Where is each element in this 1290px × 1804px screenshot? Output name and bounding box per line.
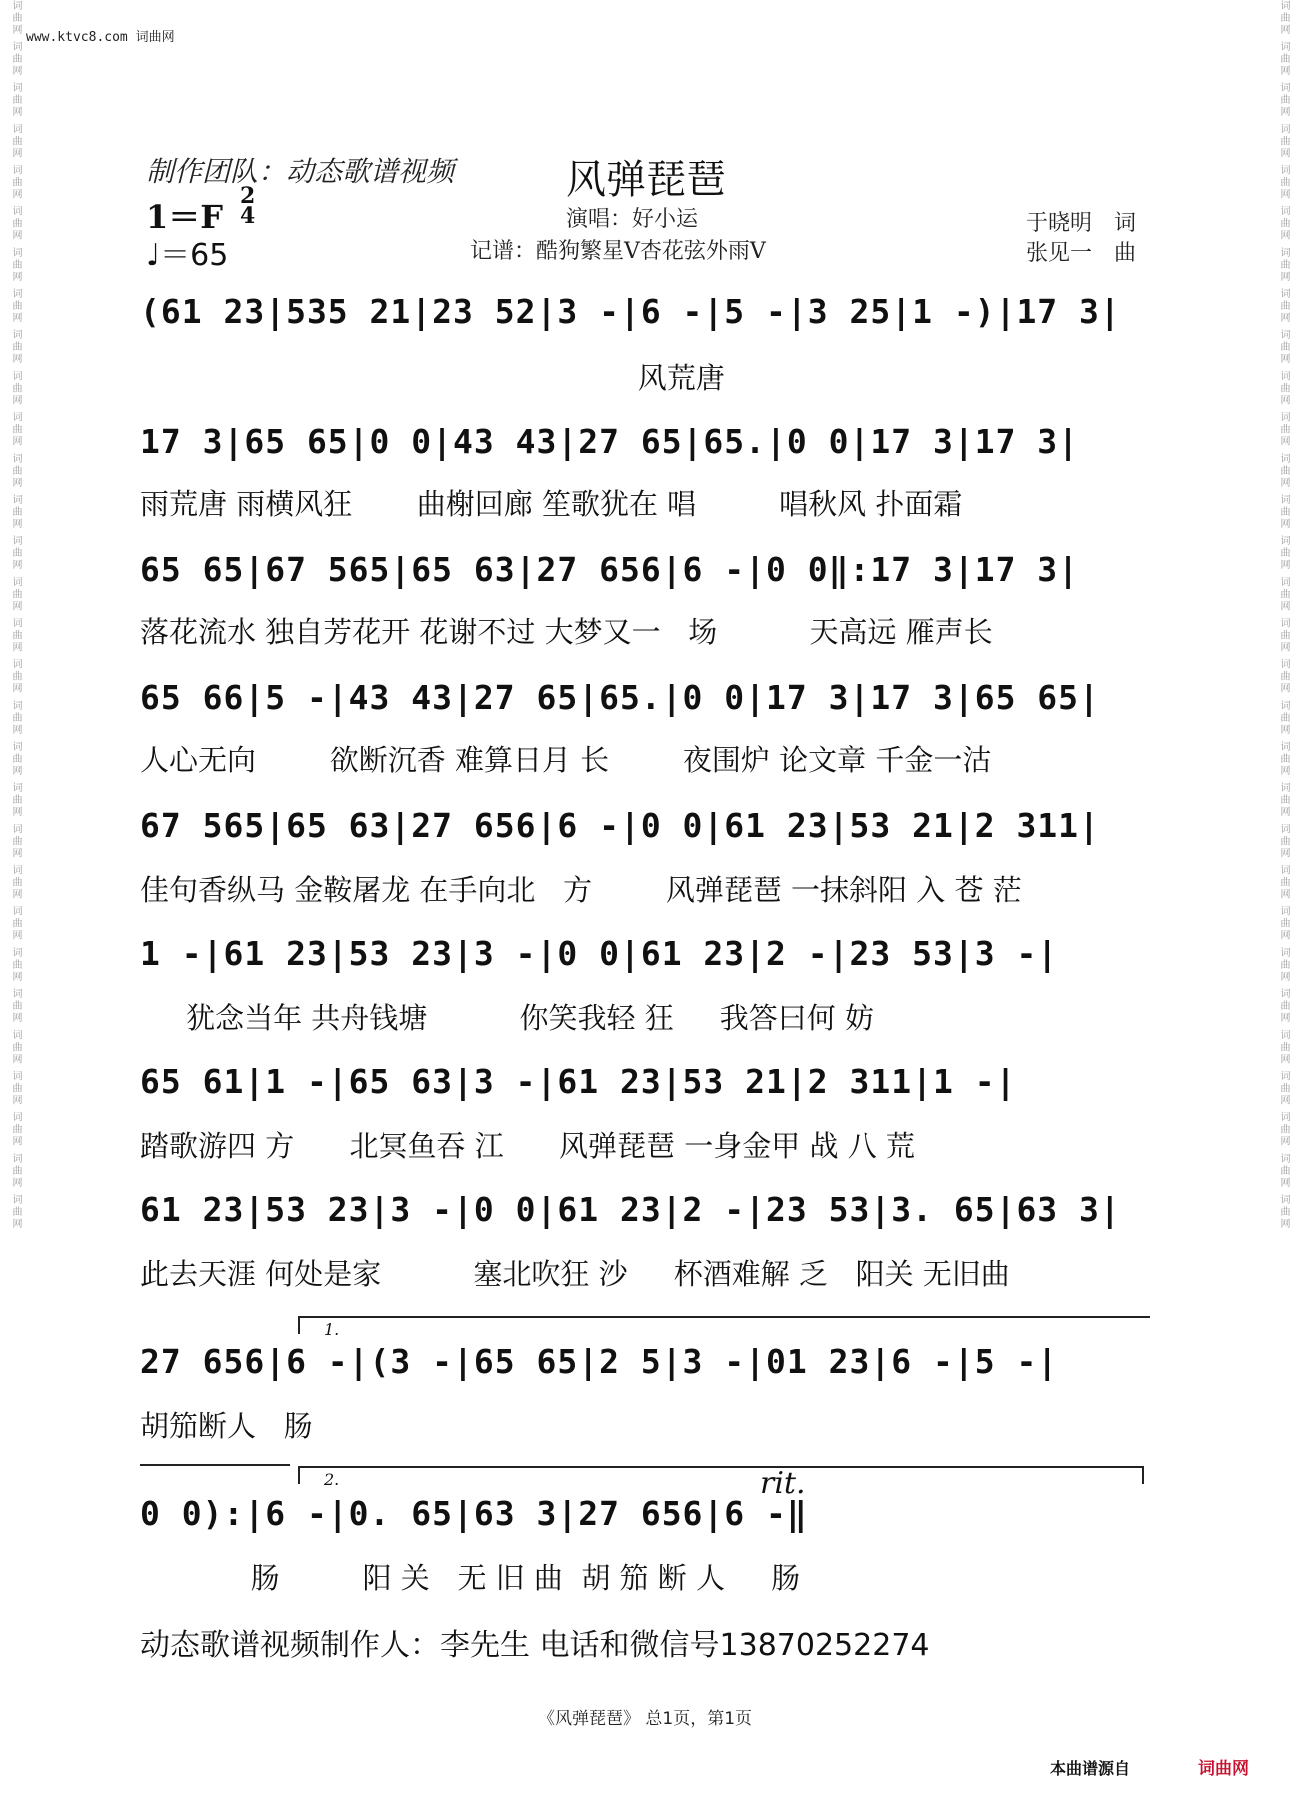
side-watermark-left: 词曲网 词曲网 词曲网 词曲网 词曲网 词曲网 词曲网 词曲网 词曲网 词曲网 词曲网 词曲网 词曲网 词曲网 词曲网 词曲网 词曲网 词曲网 词曲网 词曲网 词曲网 词曲网 词曲网 词曲网 词曲网 词曲网 词曲网 词曲网 词曲网 词曲网 (10, 0, 21, 1231)
lyric-line-3: 落花流水 独自芳花开 花谢不过 大梦又一 场 天高远 雁声长 (140, 615, 993, 649)
time-top: 2 (240, 183, 256, 209)
staff-line-1: (61 23|535 21|23 52|3 -|6 -|5 -|3 25|1 -)|17 3| (140, 292, 1121, 331)
staff-line-6: 1 -|61 23|53 23|3 -|0 0|61 23|2 -|23 53|3 -| (140, 934, 1059, 973)
volta-first-ending (298, 1316, 1150, 1339)
staff-line-5: 67 565|65 63|27 656|6 -|0 0|61 23|53 21|2 311| (140, 806, 1100, 845)
volta-divider (140, 1464, 290, 1466)
site-watermark: www.ktvc8.com 词曲网 (26, 30, 175, 45)
volta-first-label: 1. (324, 1320, 340, 1339)
video-maker-contact: 动态歌谱视频制作人：李先生 电话和微信号13870252274 (140, 1628, 930, 1663)
lyric-line-4: 人心无向 欲断沉香 难算日月 长 夜围炉 论文章 千金一沽 (140, 743, 992, 777)
staff-line-8: 61 23|53 23|3 -|0 0|61 23|2 -|23 53|3. 65|63 3| (140, 1190, 1121, 1229)
tempo-marking: ♩＝65 (146, 238, 229, 273)
staff-line-9: 27 656|6 -|(3 -|65 65|2 5|3 -|01 23|6 -|5 -| (140, 1342, 1059, 1381)
composer: 张见一 曲 (1026, 241, 1137, 266)
source-label: 本曲谱源自 (1050, 1759, 1131, 1778)
lyric-line-8: 此去天涯 何处是家 塞北吹狂 沙 杯酒难解 乏 阳关 无旧曲 (140, 1257, 1010, 1291)
scribe: 记谱：酷狗繁星V杏花弦外雨V (470, 239, 766, 264)
lyricist: 于晓明 词 (1026, 211, 1137, 236)
staff-line-4: 65 66|5 -|43 43|27 65|65.|0 0|17 3|17 3|65 65| (140, 678, 1100, 717)
lyric-line-5: 佳句香纵马 金鞍屠龙 在手向北 方 风弹琵琶 一抹斜阳 入 苍 茫 (140, 873, 1022, 907)
staff-line-7: 65 61|1 -|65 63|3 -|61 23|53 21|2 311|1 -| (140, 1062, 1017, 1101)
time-bottom: 4 (240, 203, 256, 229)
volta-second-ending (298, 1466, 1144, 1489)
brand-logo: 词曲网 (1198, 1759, 1249, 1779)
lyric-line-7: 踏歌游四 方 北冥鱼吞 江 风弹琵琶 一身金甲 战 八 荒 (140, 1129, 915, 1163)
side-watermark-right: 词曲网 词曲网 词曲网 词曲网 词曲网 词曲网 词曲网 词曲网 词曲网 词曲网 词曲网 词曲网 词曲网 词曲网 词曲网 词曲网 词曲网 词曲网 词曲网 词曲网 词曲网 词曲网 词曲网 词曲网 词曲网 词曲网 词曲网 词曲网 词曲网 词曲网 (1278, 0, 1289, 1231)
key-signature: 1＝F (146, 198, 223, 236)
lyric-line-10: 肠 阳 关 无 旧 曲 胡 笳 断 人 肠 (140, 1561, 801, 1595)
staff-line-10: 0 0):|6 -|0. 65|63 3|27 656|6 -‖ (140, 1494, 808, 1533)
lyric-line-6: 犹念当年 共舟钱塘 你笑我轻 狂 我答曰何 妨 (140, 1001, 875, 1035)
lyric-line-1: 风荒唐 (140, 361, 725, 395)
time-signature (240, 183, 256, 229)
singer: 演唱：好小运 (566, 207, 699, 232)
song-title: 风弹琵琶 (566, 157, 726, 203)
staff-line-2: 17 3|65 65|0 0|43 43|27 65|65.|0 0|17 3|17 3| (140, 422, 1080, 461)
page-info: 《风弹琵琶》 总1页，第1页 (538, 1709, 753, 1729)
volta-second-label: 2. (324, 1470, 340, 1489)
lyric-line-2: 雨荒唐 雨横风狂 曲榭回廊 笙歌犹在 唱 唱秋风 扑面霜 (140, 487, 963, 521)
staff-line-3: 65 65|67 565|65 63|27 656|6 -|0 0‖:17 3|17 3| (140, 550, 1080, 589)
ritardando-marking: rit. (760, 1466, 806, 1501)
production-team: 制作团队：动态歌谱视频 (146, 155, 455, 188)
lyric-line-9: 胡笳断人 肠 (140, 1409, 313, 1443)
